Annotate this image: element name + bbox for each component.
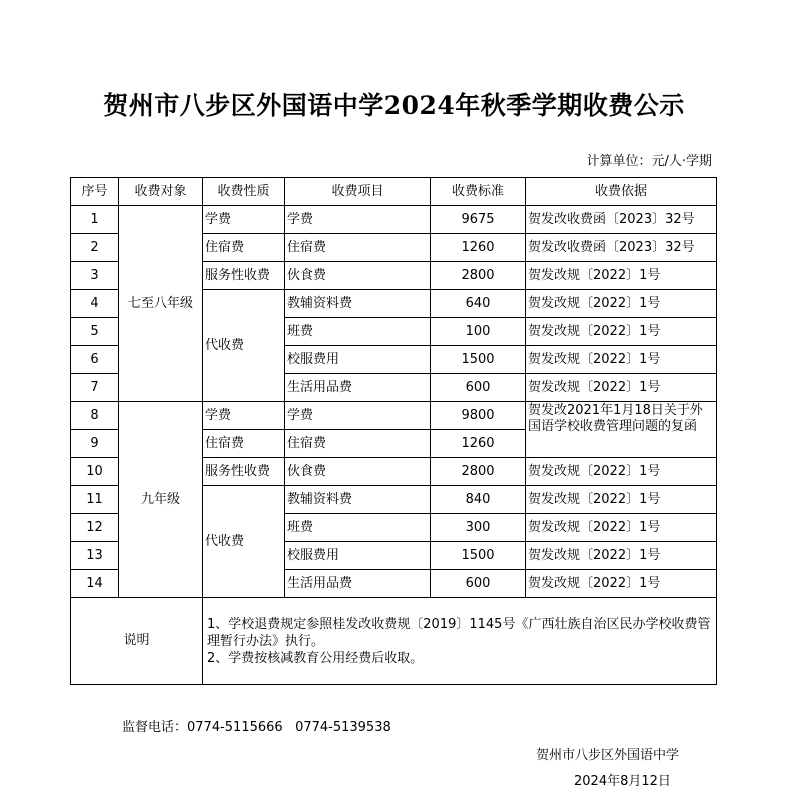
row-standard: 300 <box>431 514 526 542</box>
row-basis: 贺发改规〔2022〕1号 <box>526 542 717 570</box>
row-basis: 贺发改收费函〔2023〕32号 <box>526 234 717 262</box>
row-basis: 贺发改2021年1月18日关于外国语学校收费管理问题的复函 <box>526 402 717 458</box>
note-content <box>203 598 717 685</box>
row-item: 校服费用 <box>285 542 431 570</box>
row-standard: 1260 <box>431 430 526 458</box>
row-basis: 贺发改收费函〔2023〕32号 <box>526 206 717 234</box>
nature-boarding: 住宿费 <box>203 430 285 458</box>
row-item: 校服费用 <box>285 346 431 374</box>
note-line-1: 1、学校退费规定参照桂发改收费规〔2019〕1145号《广西壮族自治区民办学校收费管理暂行办法》执行。 <box>207 616 711 649</box>
row-item: 伙食费 <box>285 262 431 290</box>
row-no: 3 <box>71 262 119 290</box>
row-item: 教辅资料费 <box>285 486 431 514</box>
note-row <box>71 598 717 685</box>
row-basis: 贺发改规〔2022〕1号 <box>526 290 717 318</box>
header-no: 序号 <box>71 178 119 206</box>
row-no: 11 <box>71 486 119 514</box>
nature-service: 服务性收费 <box>203 458 285 486</box>
supervision-phone: 监督电话：0774-5115666 0774-5139538 <box>122 720 391 735</box>
row-basis: 贺发改规〔2022〕1号 <box>526 514 717 542</box>
row-standard: 2800 <box>431 262 526 290</box>
row-item: 住宿费 <box>285 430 431 458</box>
note-label: 说明 <box>71 598 203 685</box>
nature-tuition: 学费 <box>203 206 285 234</box>
nature-agency: 代收费 <box>203 486 285 598</box>
row-no: 4 <box>71 290 119 318</box>
header-item: 收费项目 <box>285 178 431 206</box>
row-standard: 1500 <box>431 542 526 570</box>
row-standard: 600 <box>431 570 526 598</box>
header-basis: 收费依据 <box>526 178 717 206</box>
row-no: 7 <box>71 374 119 402</box>
row-item: 伙食费 <box>285 458 431 486</box>
row-standard: 2800 <box>431 458 526 486</box>
row-item: 生活用品费 <box>285 374 431 402</box>
table-row <box>71 402 717 430</box>
header-nature: 收费性质 <box>203 178 285 206</box>
header-target: 收费对象 <box>119 178 203 206</box>
row-no: 13 <box>71 542 119 570</box>
row-no: 2 <box>71 234 119 262</box>
row-basis: 贺发改规〔2022〕1号 <box>526 318 717 346</box>
page-title: 贺州市八步区外国语中学2024年秋季学期收费公示 <box>103 91 685 120</box>
row-item: 班费 <box>285 514 431 542</box>
row-item: 班费 <box>285 318 431 346</box>
row-basis: 贺发改规〔2022〕1号 <box>526 262 717 290</box>
row-no: 8 <box>71 402 119 430</box>
row-no: 10 <box>71 458 119 486</box>
row-standard: 100 <box>431 318 526 346</box>
signature-date: 2024年8月12日 <box>574 774 671 789</box>
nature-tuition: 学费 <box>203 402 285 430</box>
row-item: 教辅资料费 <box>285 290 431 318</box>
row-basis: 贺发改规〔2022〕1号 <box>526 486 717 514</box>
row-standard: 600 <box>431 374 526 402</box>
row-no: 1 <box>71 206 119 234</box>
row-item: 住宿费 <box>285 234 431 262</box>
nature-service: 服务性收费 <box>203 262 285 290</box>
row-basis: 贺发改规〔2022〕1号 <box>526 458 717 486</box>
target-grade9: 九年级 <box>119 402 203 598</box>
table-header-row <box>71 178 717 206</box>
nature-agency: 代收费 <box>203 290 285 402</box>
header-standard: 收费标准 <box>431 178 526 206</box>
row-standard: 9675 <box>431 206 526 234</box>
row-standard: 1260 <box>431 234 526 262</box>
table-row <box>71 206 717 234</box>
target-grade78: 七至八年级 <box>119 206 203 402</box>
row-no: 6 <box>71 346 119 374</box>
signature-organization: 贺州市八步区外国语中学 <box>536 748 680 763</box>
fee-table <box>70 177 717 685</box>
row-item: 生活用品费 <box>285 570 431 598</box>
row-no: 14 <box>71 570 119 598</box>
row-standard: 640 <box>431 290 526 318</box>
row-no: 5 <box>71 318 119 346</box>
note-line-2: 2、学费按核减教育公用经费后收取。 <box>207 650 424 666</box>
row-no: 12 <box>71 514 119 542</box>
row-no: 9 <box>71 430 119 458</box>
row-item: 学费 <box>285 206 431 234</box>
row-basis: 贺发改规〔2022〕1号 <box>526 570 717 598</box>
row-basis: 贺发改规〔2022〕1号 <box>526 346 717 374</box>
nature-boarding: 住宿费 <box>203 234 285 262</box>
row-standard: 840 <box>431 486 526 514</box>
row-standard: 9800 <box>431 402 526 430</box>
row-standard: 1500 <box>431 346 526 374</box>
row-item: 学费 <box>285 402 431 430</box>
unit-label: 计算单位：元/人·学期 <box>586 154 712 169</box>
row-basis: 贺发改规〔2022〕1号 <box>526 374 717 402</box>
